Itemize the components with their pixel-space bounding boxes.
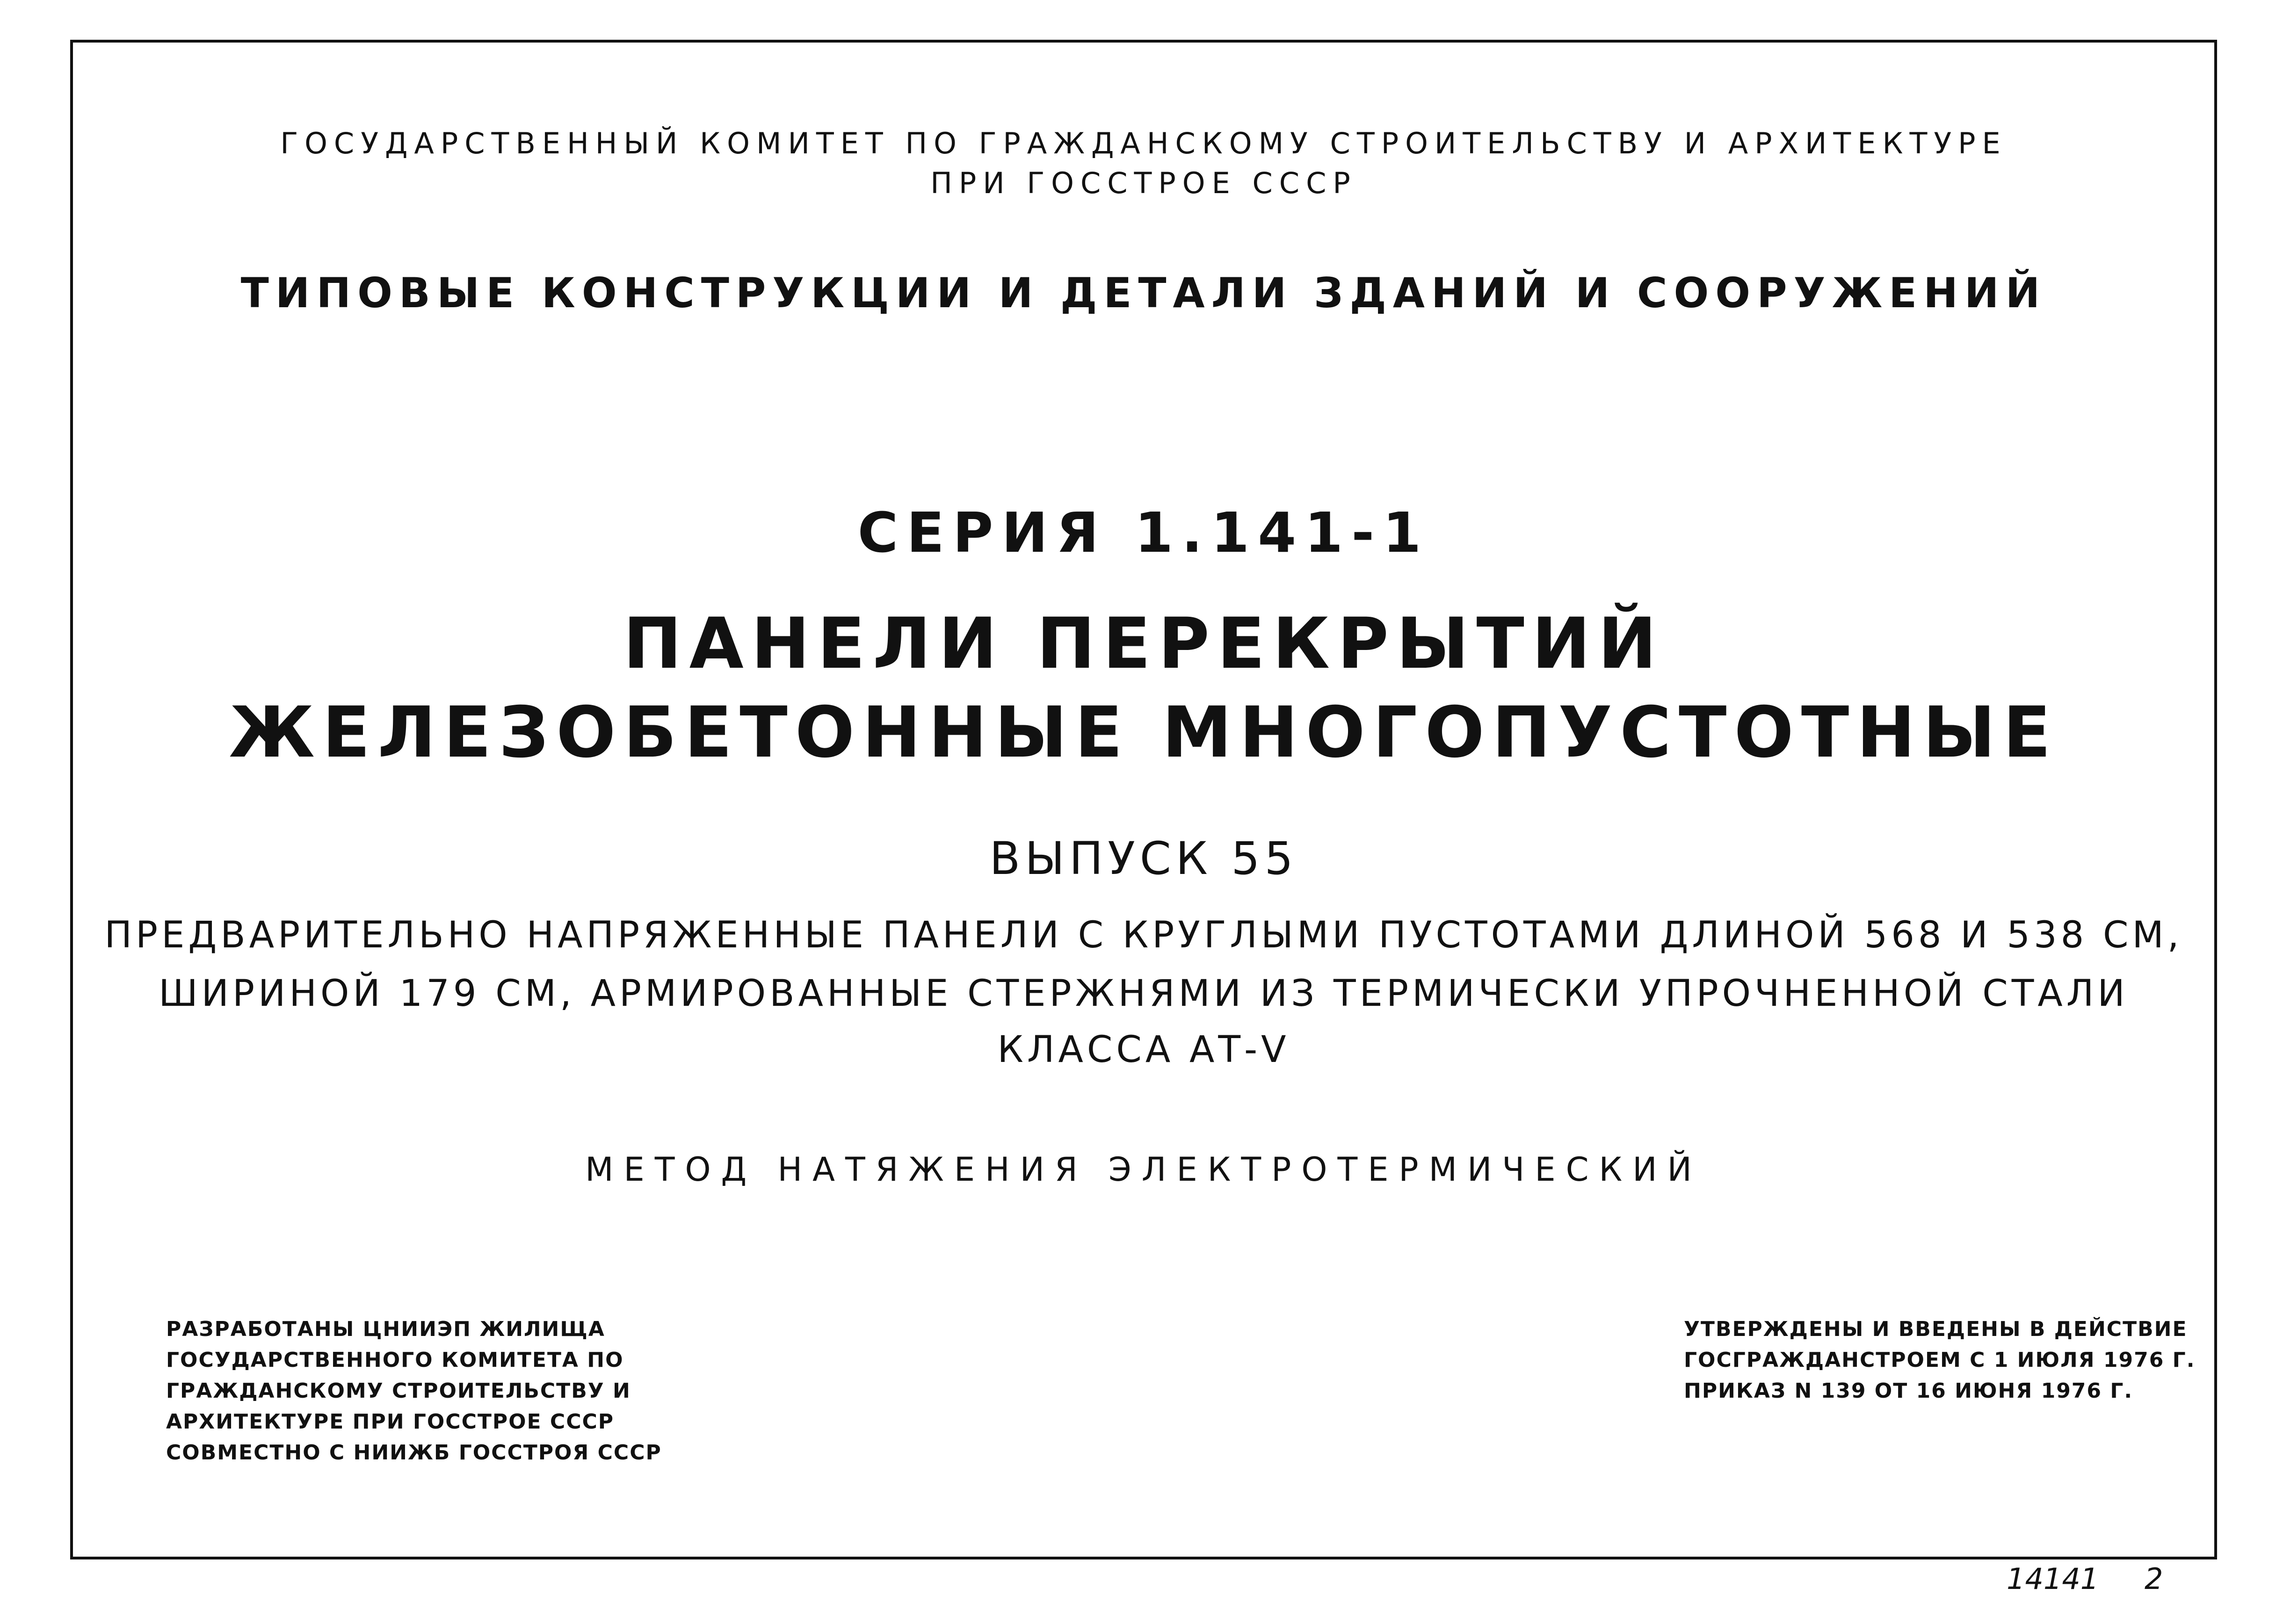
developer-line-2: ГОСУДАРСТВЕННОГО КОМИТЕТА ПО	[166, 1348, 624, 1372]
description-line-1: ПРЕДВАРИТЕЛЬНО НАПРЯЖЕННЫЕ ПАНЕЛИ С КРУГЛЫМИ ПУСТОТАМИ ДЛИНОЙ 568 И 538 СМ,	[104, 914, 2183, 956]
issue-number: ВЫПУСК 55	[989, 832, 1298, 885]
developer-line-1: РАЗРАБОТАНЫ ЦНИИЭП ЖИЛИЩА	[166, 1317, 605, 1341]
method-line: МЕТОД НАТЯЖЕНИЯ ЭЛЕКТРОТЕРМИЧЕСКИЙ	[585, 1150, 1702, 1189]
description-line-3: КЛАССА АТ-V	[997, 1029, 1290, 1071]
developer-line-4: АРХИТЕКТУРЕ ПРИ ГОССТРОЕ СССР	[166, 1410, 615, 1434]
developer-block	[166, 1314, 662, 1468]
approval-line-2: ГОСГРАЖДАНСТРОЕМ С 1 ИЮЛЯ 1976 Г.	[1684, 1348, 2196, 1372]
sheet-number: 2	[2145, 1562, 2163, 1596]
committee-line-1: ГОСУДАРСТВЕННЫЙ КОМИТЕТ ПО ГРАЖДАНСКОМУ СТРОИТЕЛЬСТВУ И АРХИТЕКТУРЕ	[280, 126, 2007, 160]
collection-title: ТИПОВЫЕ КОНСТРУКЦИИ И ДЕТАЛИ ЗДАНИЙ И СООРУЖЕНИЙ	[240, 269, 2047, 317]
developer-line-5: СОВМЕСТНО С НИИЖБ ГОССТРОЯ СССР	[166, 1441, 662, 1465]
committee-line-2: ПРИ ГОССТРОЕ СССР	[930, 166, 1357, 200]
approval-block	[1684, 1314, 2195, 1407]
approval-line-1: УТВЕРЖДЕНЫ И ВВЕДЕНЫ В ДЕЙСТВИЕ	[1684, 1317, 2188, 1341]
description-line-2: ШИРИНОЙ 179 СМ, АРМИРОВАННЫЕ СТЕРЖНЯМИ ИЗ ТЕРМИЧЕСКИ УПРОЧНЕННОЙ СТАЛИ	[159, 973, 2129, 1015]
document-id: 14141	[2007, 1562, 2099, 1596]
main-title-line-1: ПАНЕЛИ ПЕРЕКРЫТИЙ	[623, 603, 1664, 685]
series-title: СЕРИЯ 1.141-1	[857, 500, 1430, 565]
developer-line-3: ГРАЖДАНСКОМУ СТРОИТЕЛЬСТВУ И	[166, 1379, 631, 1403]
main-title-line-2: ЖЕЛЕЗОБЕТОННЫЕ МНОГОПУСТОТНЫЕ	[229, 692, 2059, 773]
approval-line-3: ПРИКАЗ N 139 ОТ 16 ИЮНЯ 1976 Г.	[1684, 1379, 2133, 1403]
